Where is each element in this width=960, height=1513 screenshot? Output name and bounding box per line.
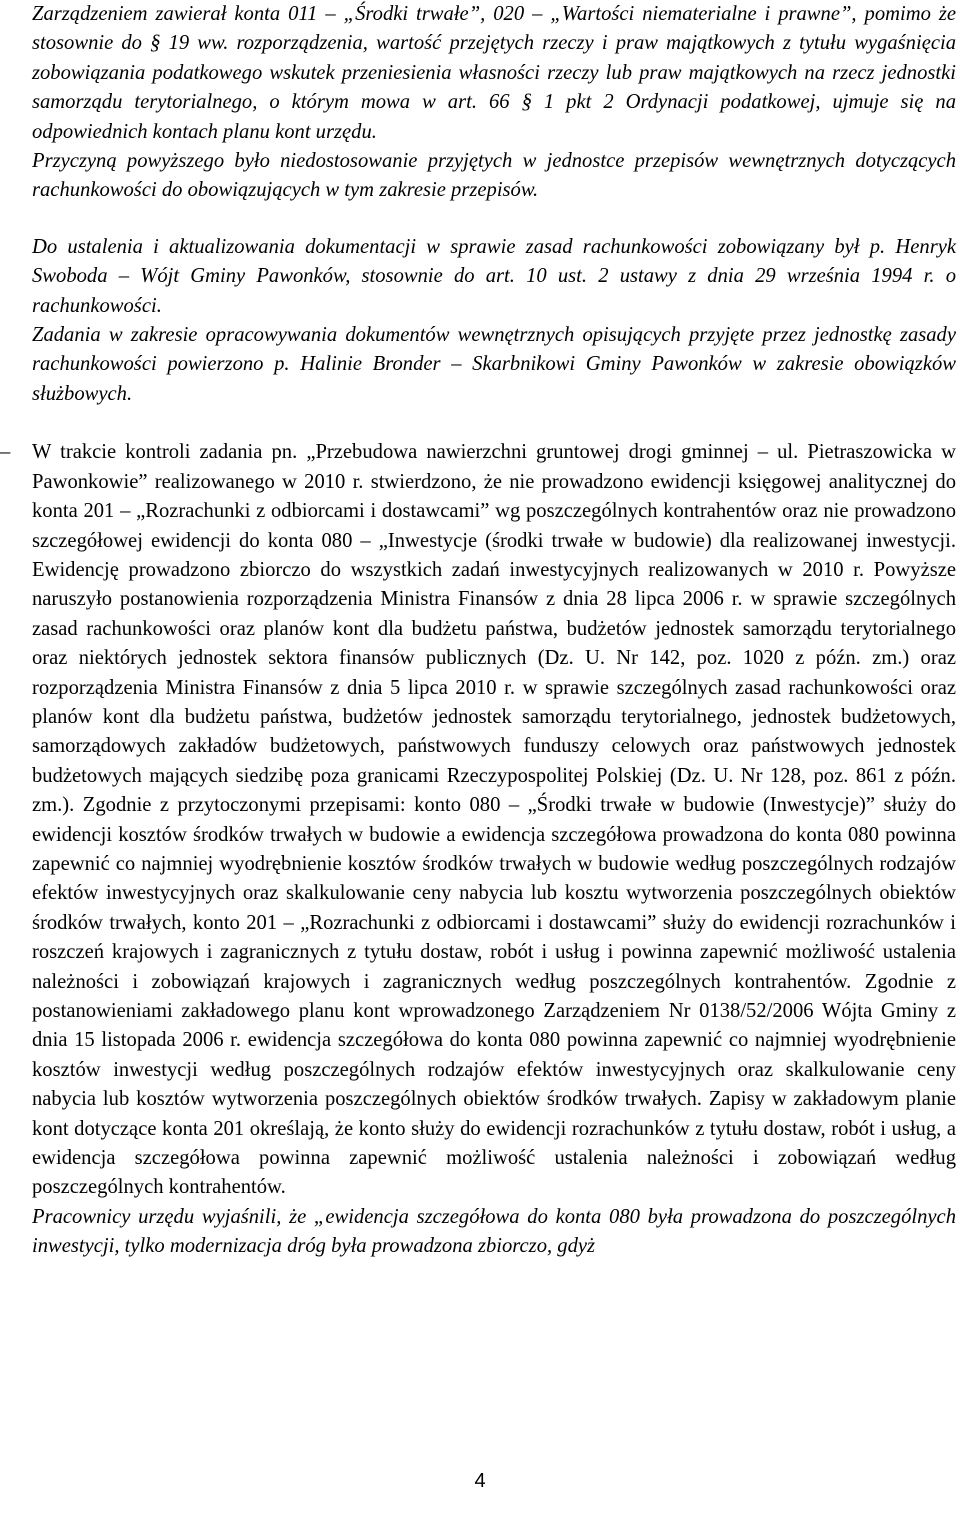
page-number: 4 (474, 1470, 486, 1492)
finding-list-item (0, 438, 956, 1203)
finding-paragraph (0, 438, 956, 1203)
finding-text: W trakcie kontroli zadania pn. „Przebudowa nawierzchni gruntowej drogi gminnej – ul. Pietraszowicka w Pawonkowie” realizowanego w 2010 r. stwierdzono, że nie prowadzono ewidencji księgowej analitycznej do konta 201 – „Rozrachunki z odbiorcami i dostawcami” wg poszczególnych kontrahentów oraz nie prowadzono szczegółowej ewidencji do konta 080 – „Inwestycje (środki trwałe w budowie) dla realizowanej inwestycji. Ewidencję prowadzono zbiorczo do wszystkich zadań inwestycyjnych realizowanych w 2010 r. Powyższe naruszyło postanowienia rozporządzenia Ministra Finansów z dnia 28 lipca 2006 r. w sprawie szczególnych zasad rachunkowości oraz planów kont dla budżetu państwa, budżetów jednostek samorządu terytorialnego oraz niektórych jednostek sektora finansów publicznych (Dz. U. Nr 142, poz. 1020 z późn. zm.) oraz rozporządzenia Ministra Finansów z dnia 5 lipca 2010 r. w sprawie szczególnych zasad rachunkowości oraz planów kont dla budżetu państwa, budżetów jednostek samorządu terytorialnego, jednostek budżetowych, samorządowych zakładów budżetowych, państwowych funduszy celowych oraz państwowych jednostek budżetowych mających siedzibę poza granicami Rzeczypospolitej Polskiej (Dz. U. Nr 128, poz. 861 z późn. zm.). Zgodnie z przytoczonymi przepisami: konto 080 – „Środki trwałe w budowie (Inwestycje)” służy do ewidencji kosztów środków trwałych w budowie a ewidencja szczegółowa prowadzona do konta 080 powinna zapewnić co najmniej wyodrębnienie kosztów środków trwałych w budowie według poszczególnych rodzajów efektów inwestycyjnych oraz skalkulowanie ceny nabycia lub kosztu wytworzenia poszczególnych obiektów środków trwałych, konto 201 – „Rozrachunki z odbiorcami i dostawcami” służy do ewidencji rozrachunków i roszczeń krajowych i zagranicznych z tytułu dostaw, robót i usług i powinna zapewnić możliwość ustalenia należności i zobowiązań krajowych i zagranicznych według poszczególnych kontrahentów. Zgodnie z postanowieniami zakładowego planu kont wprowadzonego Zarządzeniem Nr 0138/52/2006 Wójta Gminy z dnia 15 listopada 2006 r. ewidencja szczegółowa do konta 080 powinna zapewnić co najmniej wyodrębnienie kosztów inwestycji według poszczególnych rodzajów efektów inwestycyjnych oraz skalkulowanie ceny nabycia lub kosztów wytworzenia poszczególnych obiektów środków trwałych. Zapisy w zakładowym planie kont dotyczące konta 201 określają, że konto służy do ewidencji rozrachunków z tytułu dostaw, robót i usług, a ewidencja szczegółowa powinna zapewnić możliwość ustalenia należności i zobowiązań według poszczególnych kontrahentów. (32, 441, 956, 1199)
dash-bullet: – (0, 441, 11, 464)
paragraph-task-assignment: Zadania w zakresie opracowywania dokumentów wewnętrznych opisujących przyjęte przez jednostkę zasady rachunkowości powierzono p. Halinie Bronder – Skarbnikowi Gminy Pawonków w zakresie obowiązków służbowych. (32, 324, 956, 405)
paragraph-responsible-person: Do ustalenia i aktualizowania dokumentacji w sprawie zasad rachunkowości zobowiązany był p. Henryk Swoboda – Wójt Gminy Pawonków, stosownie do art. 10 ust. 2 ustawy z dnia 29 września 1994 r. o rachunkowości. (32, 235, 956, 317)
paragraph-chart-of-accounts: Zarządzeniem zawierał konta 011 – „Środki trwałe”, 020 – „Wartości niematerialne i prawne”, pomimo że stosownie do § 19 ww. rozporządzenia, wartość przejętych rzeczy i praw majątkowych z tytułu wygaśnięcia zobowiązania podatkowego wskutek przeniesienia własności rzeczy lub praw majątkowych na rzecz jednostki samorządu terytorialnego, o którym mowa w art. 66 § 1 pkt 2 Ordynacji podatkowej, ujmuje się na odpowiednich kontach planu kont urzędu. (32, 3, 956, 143)
paragraph-cause: Przyczyną powyższego było niedostosowanie przyjętych w jednostce przepisów wewnętrznych dotyczących rachunkowości do obowiązujących w tym zakresie przepisów. (32, 150, 956, 202)
paragraph-staff-explanation: Pracownicy urzędu wyjaśnili, że „ewidencja szczegółowa do konta 080 była prowadzona do poszczególnych inwestycji, tylko modernizacja dróg była prowadzona zbiorczo, gdyż (32, 1205, 956, 1258)
